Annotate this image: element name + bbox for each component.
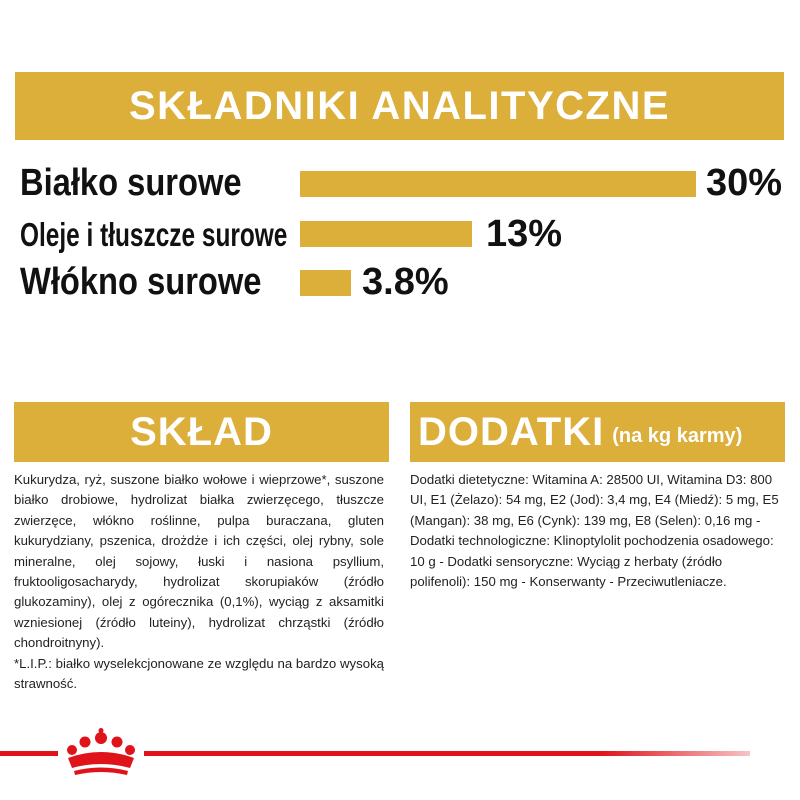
nutrient-row-fibre — [0, 259, 800, 309]
additives-title: DODATKI — [418, 409, 605, 454]
additives-content: Dodatki dietetyczne: Witamina A: 28500 UI, Witamina D3: 800 UI, E1 (Żelazo): 54 mg, E2 (Jod): 3,4 mg, E4 (Miedź): 5 mg, E5 (Mangan): 38 mg, E6 (Cynk): 139 mg, E8 (Selen): 0,16 mg - Dodatki technologiczne: Klinoptylolit pochodzenia osadowego: 10 g - Dodatki sensoryczne: Wyciąg z herbaty (źródło polifenoli): 150 mg - Konserwanty - Przeciwutleniacze. — [410, 472, 779, 590]
nutrient-label: Białko surowe — [20, 162, 242, 204]
crown-icon — [58, 728, 144, 778]
nutrient-label: Włókno surowe — [20, 261, 262, 303]
composition-title: SKŁAD — [130, 409, 273, 454]
composition-footnote: *L.I.P.: białko wyselekcjonowane ze względu na bardzo wysoką strawność. — [14, 655, 384, 692]
nutrient-value: 30% — [706, 162, 783, 204]
additives-text — [410, 470, 780, 592]
nutrient-row-protein — [0, 160, 800, 210]
nutrient-value: 13% — [486, 213, 563, 255]
analytical-constituents-banner — [15, 72, 784, 140]
additives-subtitle: (na kg karmy) — [612, 424, 743, 447]
nutrient-bar — [300, 221, 472, 247]
nutrient-bar — [300, 270, 351, 296]
analytical-constituents-title: SKŁADNIKI ANALITYCZNE — [128, 83, 671, 128]
additives-header — [410, 402, 785, 462]
nutrient-row-fat — [0, 210, 800, 260]
nutrient-label: Oleje i tłuszcze surowe — [20, 216, 288, 253]
nutrient-bar — [300, 171, 696, 197]
brand-logo — [58, 728, 144, 778]
composition-header — [14, 402, 389, 462]
composition-ingredients: Kukurydza, ryż, suszone białko wołowe i wieprzowe*, suszone białko drobiowe, hydrolizat białka zwierzęcego, tłuszcze zwierzęce, włókno roślinne, pulpa buraczana, gluten kukurydziany, pszenica, drożdże i ich części, olej rybny, sole mineralne, olej sojowy, łuski i nasiona psyllium, fruktooligosacharydy, hydrolizat skorupiaków (źródło glukozaminy), olej z ogórecznika (0,1%), wyciąg z aksamitki wzniesionej (źródło luteiny), hydrolizat chrząstki (źródło chondroitnyny). — [14, 472, 384, 651]
composition-text — [14, 470, 384, 694]
nutrient-value: 3.8% — [362, 261, 449, 303]
